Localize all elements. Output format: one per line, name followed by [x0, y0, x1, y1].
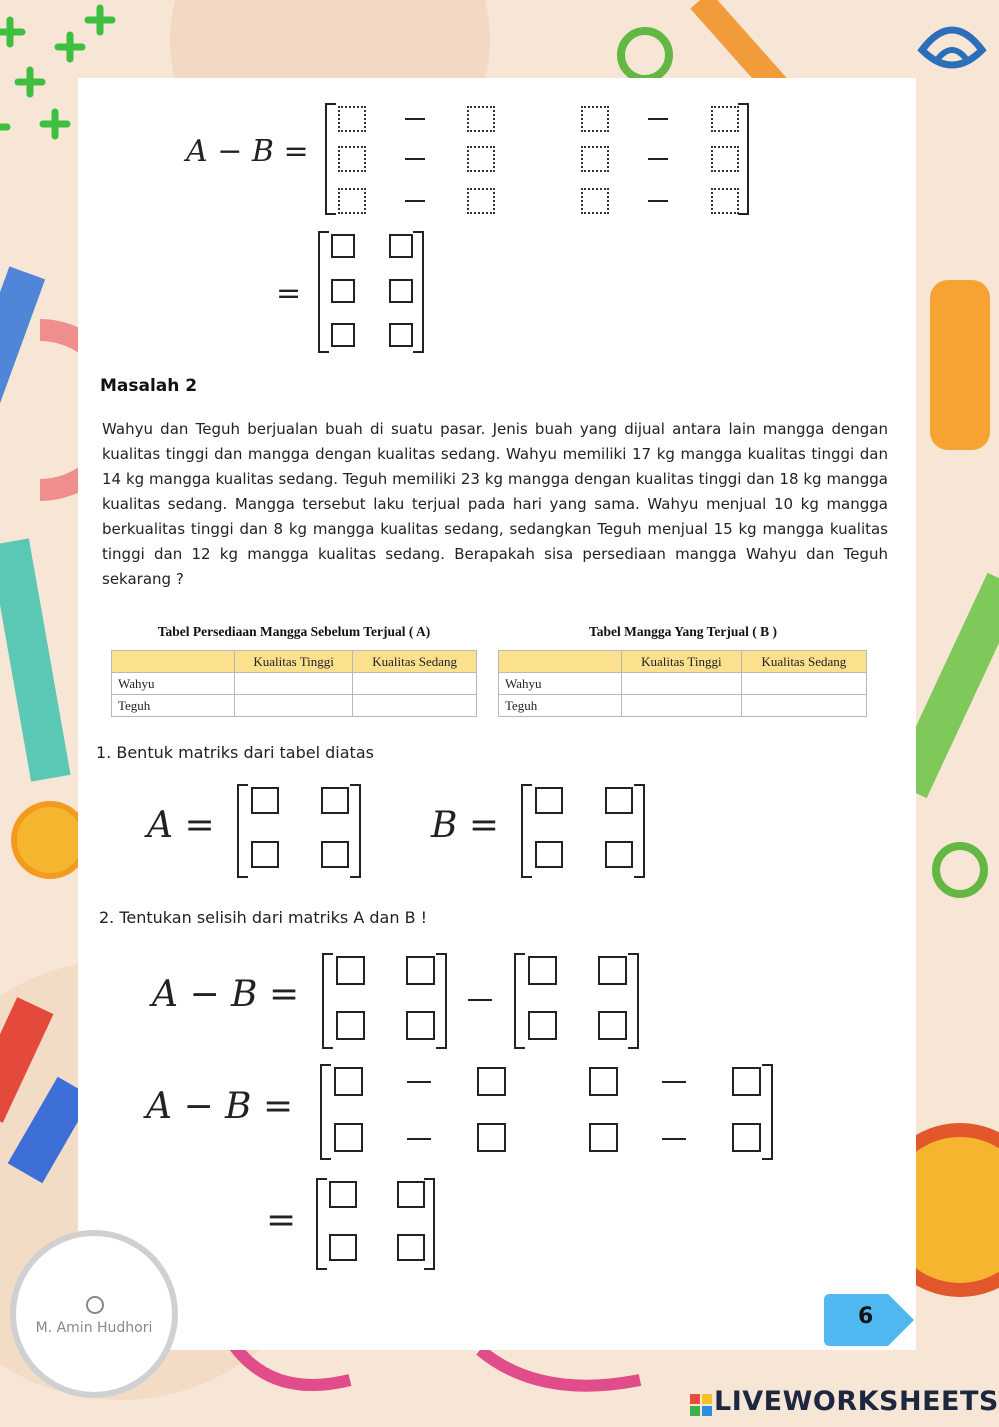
matrix-a-label: A = [147, 805, 215, 846]
row-label: Wahyu [499, 673, 622, 695]
table-header-cell: Kualitas Sedang [353, 651, 477, 673]
answer-box[interactable] [321, 841, 349, 868]
minus-sign [648, 118, 668, 120]
answer-box[interactable] [397, 1181, 425, 1208]
minus-sign [407, 1138, 431, 1140]
answer-input[interactable] [391, 281, 411, 301]
answer-input[interactable] [340, 190, 364, 212]
answer-input[interactable] [399, 1183, 423, 1206]
table-row [499, 695, 867, 717]
answer-box[interactable] [477, 1123, 506, 1152]
answer-input[interactable] [408, 958, 433, 983]
answer-input[interactable] [734, 1125, 759, 1150]
table-a-caption: Tabel Persediaan Mangga Sebelum Terjual ( A) [157, 624, 431, 639]
answer-input[interactable] [331, 1236, 355, 1259]
table-header-cell: Kualitas Sedang [741, 651, 866, 673]
answer-box[interactable] [331, 279, 355, 303]
row-label: Teguh [499, 695, 622, 717]
minus-sign [648, 158, 668, 160]
bracket-right [634, 784, 645, 878]
answer-box[interactable] [329, 1181, 357, 1208]
problem-heading: Masalah 2 [100, 376, 198, 396]
answer-input[interactable] [583, 108, 607, 130]
table-header-cell: Kualitas Tinggi [235, 651, 353, 673]
answer-box[interactable] [467, 146, 495, 172]
table-cell[interactable] [741, 673, 866, 695]
answer-box[interactable] [389, 234, 413, 258]
answer-input[interactable] [530, 1013, 555, 1038]
eq2-lhs: A − B = [152, 974, 300, 1015]
eq3-lhs: A − B = [146, 1086, 294, 1127]
answer-input[interactable] [537, 789, 561, 812]
page-number: 6 [858, 1304, 874, 1329]
answer-box[interactable] [528, 1011, 557, 1040]
bracket-right [738, 103, 749, 215]
answer-input[interactable] [253, 843, 277, 866]
answer-input[interactable] [336, 1069, 361, 1094]
answer-box[interactable] [732, 1123, 761, 1152]
row-label: Wahyu [112, 673, 235, 695]
answer-box[interactable] [581, 146, 609, 172]
answer-input[interactable] [469, 190, 493, 212]
table-cell[interactable] [622, 695, 742, 717]
minus-sign [648, 200, 668, 202]
bracket-left [318, 231, 329, 353]
matrix-b-label: B = [431, 805, 500, 846]
brand-square-icon [690, 1394, 700, 1404]
answer-input[interactable] [391, 325, 411, 345]
bracket-left [521, 784, 532, 878]
answer-box[interactable] [605, 841, 633, 868]
answer-input[interactable] [479, 1125, 504, 1150]
answer-input[interactable] [336, 1125, 361, 1150]
medal-icon [14, 804, 86, 876]
answer-input[interactable] [469, 148, 493, 170]
answer-box[interactable] [334, 1123, 363, 1152]
answer-box[interactable] [406, 956, 435, 985]
author-badge [10, 1230, 178, 1398]
answer-box[interactable] [711, 188, 739, 214]
answer-box[interactable] [336, 956, 365, 985]
answer-input[interactable] [600, 958, 625, 983]
answer-input[interactable] [583, 148, 607, 170]
table-row [499, 673, 867, 695]
minus-sign [468, 999, 492, 1001]
answer-box[interactable] [338, 188, 366, 214]
bracket-left [237, 784, 248, 878]
bracket-left [325, 103, 336, 215]
answer-box[interactable] [598, 956, 627, 985]
answer-box[interactable] [589, 1123, 618, 1152]
answer-box[interactable] [535, 841, 563, 868]
answer-input[interactable] [591, 1125, 616, 1150]
glue-bottle-icon [930, 280, 990, 450]
bracket-left [316, 1178, 327, 1270]
answer-input[interactable] [399, 1236, 423, 1259]
answer-box[interactable] [397, 1234, 425, 1261]
bracket-right [424, 1178, 435, 1270]
answer-input[interactable] [713, 108, 737, 130]
answer-box[interactable] [338, 146, 366, 172]
table-cell[interactable] [353, 695, 477, 717]
answer-input[interactable] [600, 1013, 625, 1038]
answer-box[interactable] [598, 1011, 627, 1040]
equals-sign: = [266, 1200, 297, 1241]
table-cell[interactable] [235, 673, 353, 695]
answer-box[interactable] [528, 956, 557, 985]
answer-box[interactable] [251, 841, 279, 868]
answer-input[interactable] [479, 1069, 504, 1094]
answer-box[interactable] [467, 188, 495, 214]
answer-box[interactable] [732, 1067, 761, 1096]
answer-input[interactable] [408, 1013, 433, 1038]
table-b [498, 650, 867, 717]
answer-input[interactable] [537, 843, 561, 866]
table-b-caption: Tabel Mangga Yang Terjual ( B ) [588, 624, 778, 639]
row-label: Teguh [112, 695, 235, 717]
answer-input[interactable] [469, 108, 493, 130]
bracket-right [436, 953, 447, 1049]
table-a [111, 650, 477, 717]
minus-sign [405, 118, 425, 120]
bracket-left [322, 953, 333, 1049]
answer-input[interactable] [333, 325, 353, 345]
author-name: M. Amin Hudhori [35, 1320, 153, 1336]
table-cell[interactable] [622, 673, 742, 695]
answer-box[interactable] [406, 1011, 435, 1040]
table-cell[interactable] [353, 673, 477, 695]
question-2: 2. Tentukan selisih dari matriks A dan B ! [99, 908, 428, 927]
answer-input[interactable] [591, 1069, 616, 1094]
bracket-right [413, 231, 424, 353]
answer-input[interactable] [713, 148, 737, 170]
table-row [112, 673, 477, 695]
minus-sign [662, 1138, 686, 1140]
table-header-cell: Kualitas Tinggi [622, 651, 742, 673]
bracket-right [350, 784, 361, 878]
answer-input[interactable] [338, 1013, 363, 1038]
answer-box[interactable] [389, 323, 413, 347]
answer-input[interactable] [331, 1183, 355, 1206]
answer-box[interactable] [336, 1011, 365, 1040]
minus-sign [662, 1081, 686, 1083]
answer-box[interactable] [711, 106, 739, 132]
table-cell[interactable] [741, 695, 866, 717]
bracket-left [320, 1064, 331, 1160]
brand-name: LIVEWORKSHEETS [714, 1386, 999, 1417]
answer-input[interactable] [323, 843, 347, 866]
question-1: 1. Bentuk matriks dari tabel diatas [96, 743, 374, 762]
answer-input[interactable] [323, 789, 347, 812]
answer-box[interactable] [535, 787, 563, 814]
minus-sign [405, 158, 425, 160]
author-logo-icon [86, 1296, 104, 1314]
bracket-right [762, 1064, 773, 1160]
bracket-left [514, 953, 525, 1049]
answer-box[interactable] [711, 146, 739, 172]
answer-box[interactable] [467, 106, 495, 132]
table-cell[interactable] [235, 695, 353, 717]
equals-sign: = [276, 276, 302, 311]
answer-box[interactable] [589, 1067, 618, 1096]
answer-input[interactable] [340, 148, 364, 170]
bracket-right [628, 953, 639, 1049]
minus-sign [407, 1081, 431, 1083]
answer-box[interactable] [581, 106, 609, 132]
answer-input[interactable] [530, 958, 555, 983]
answer-box[interactable] [251, 787, 279, 814]
answer-box[interactable] [334, 1067, 363, 1096]
table-row [112, 695, 477, 717]
eq-top-lhs: A − B = [186, 134, 309, 169]
answer-box[interactable] [477, 1067, 506, 1096]
answer-input[interactable] [607, 789, 631, 812]
answer-input[interactable] [607, 843, 631, 866]
answer-box[interactable] [581, 188, 609, 214]
answer-input[interactable] [340, 108, 364, 130]
answer-box[interactable] [338, 106, 366, 132]
minus-sign [405, 200, 425, 202]
answer-input[interactable] [713, 190, 737, 212]
answer-input[interactable] [253, 789, 277, 812]
answer-input[interactable] [583, 190, 607, 212]
answer-box[interactable] [605, 787, 633, 814]
table-header-cell [499, 651, 622, 673]
answer-box[interactable] [389, 279, 413, 303]
answer-input[interactable] [391, 236, 411, 256]
answer-input[interactable] [734, 1069, 759, 1094]
answer-input[interactable] [333, 281, 353, 301]
answer-box[interactable] [331, 323, 355, 347]
answer-input[interactable] [338, 958, 363, 983]
problem-text: Wahyu dan Teguh berjualan buah di suatu pasar. Jenis buah yang dijual antara lain mangga dengan kualitas tinggi dan mangga dengan kualitas sedang. Wahyu memiliki 17 kg mangga kualitas tinggi dan 14 kg mangga kualitas sedang. Teguh memiliki 23 kg mangga dengan kualitas tinggi dan 18 kg mangga kualitas sedang. Mangga tersebut laku terjual pada hari yang sama. Wahyu menjual 10 kg mangga berkualitas tinggi dan 8 kg mangga kualitas sedang, sedangkan Teguh menjual 15 kg mangga kualitas tinggi dan 12 kg mangga kualitas sedang. Berapakah sisa persediaan mangga Wahyu dan Teguh sekarang ? [102, 420, 888, 588]
answer-box[interactable] [321, 787, 349, 814]
answer-box[interactable] [331, 234, 355, 258]
table-header-cell [112, 651, 235, 673]
answer-input[interactable] [333, 236, 353, 256]
answer-box[interactable] [329, 1234, 357, 1261]
